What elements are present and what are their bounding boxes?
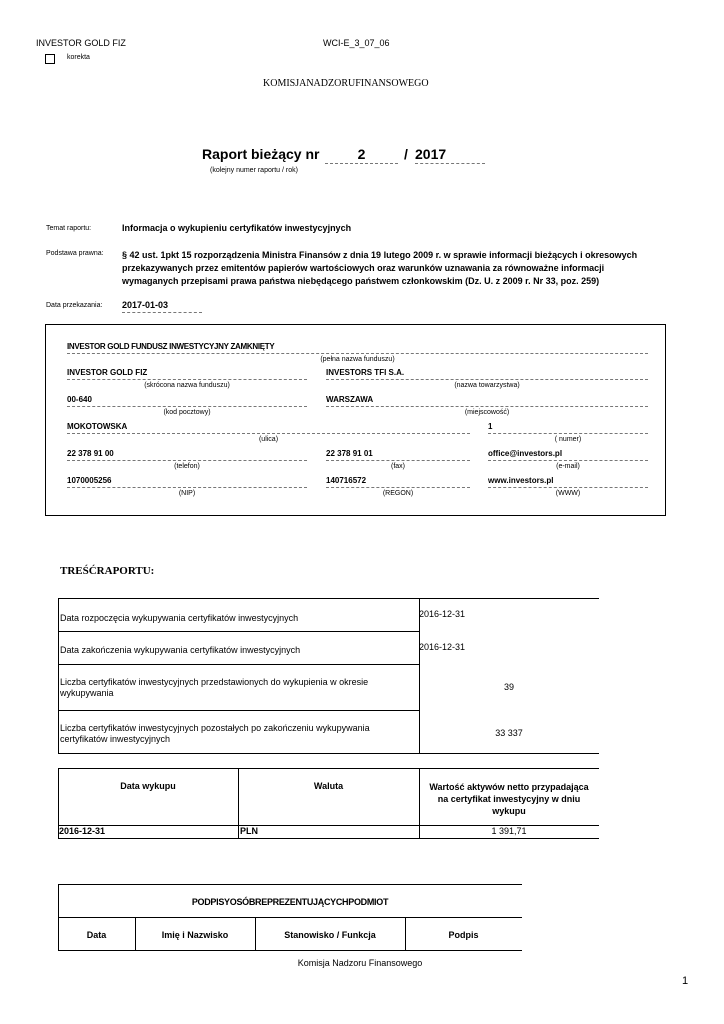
label-line: Liczba certyfikatów inwestycyjnych przedstawionych do wykupienia w okresie — [60, 677, 369, 687]
fax-caption: (fax) — [391, 463, 405, 470]
basis-line: wymaganych przepisami prawa państwa niebędącego państwem członkowskim (Dz. U. z 2009 r. Nr 33, poz. 259) — [122, 276, 600, 286]
table-rule — [58, 950, 522, 951]
remaining-count-label — [60, 723, 370, 745]
transmission-date: 2017-01-03 — [122, 300, 202, 313]
regon: 140716572 — [326, 476, 470, 488]
email-link[interactable]: office@investors.pl — [488, 449, 648, 461]
form-code: WCI-E_3_07_06 — [323, 38, 390, 48]
start-date-value: 2016-12-31 — [419, 609, 466, 619]
report-year: 2017 — [415, 146, 485, 164]
basis-text — [122, 249, 637, 288]
col-header-currency: Waluta — [313, 781, 344, 791]
table-rule — [58, 768, 599, 769]
sig-header-date: Data — [86, 930, 107, 940]
report-title: Raport bieżący nr — [202, 146, 320, 162]
report-number: 2 — [325, 146, 398, 164]
submitted-count-value: 39 — [503, 682, 514, 692]
col-header-nav — [419, 781, 599, 817]
redemption-currency: PLN — [240, 826, 258, 836]
basis-line: przekazywanych przez emitentów papierów wartościowych oraz warunków uznawania za równoważne informacji — [122, 263, 605, 273]
fund-short-name: INVESTOR GOLD FIZ — [67, 368, 307, 380]
authority-heading: KOMISJANADZORUFINANSOWEGO — [263, 78, 429, 89]
start-date-label: Data rozpoczęcia wykupywania certyfikatów inwestycyjnych — [60, 613, 299, 623]
table-rule — [58, 664, 419, 665]
fund-company-caption: (nazwa towarzystwa) — [454, 382, 520, 389]
city: WARSZAWA — [326, 395, 648, 407]
fax: 22 378 91 01 — [326, 449, 470, 461]
house-number: 1 — [488, 422, 648, 434]
table-rule — [58, 838, 599, 839]
end-date-value: 2016-12-31 — [419, 642, 466, 652]
col-header-date: Data wykupu — [120, 781, 176, 791]
page-number: 1 — [682, 975, 689, 987]
label-line: certyfikatów inwestycyjnych — [60, 734, 171, 744]
redemption-nav: 1 391,71 — [491, 826, 527, 836]
phone: 22 378 91 00 — [67, 449, 307, 461]
street: MOKOTOWSKA — [67, 422, 470, 434]
topic-label: Temat raportu: — [46, 225, 92, 232]
nip: 1070005256 — [67, 476, 307, 488]
label-line: Liczba certyfikatów inwestycyjnych pozostałych po zakończeniu wykupywania — [60, 723, 370, 733]
header-line: na certyfikat inwestycyjny w dniu — [437, 794, 581, 804]
correction-checkbox[interactable] — [45, 54, 55, 64]
end-date-label: Data zakończenia wykupywania certyfikatów inwestycyjnych — [60, 645, 301, 655]
table-rule — [58, 917, 522, 918]
table-rule — [58, 631, 419, 632]
submitted-count-label — [60, 677, 368, 699]
table-rule — [58, 710, 419, 711]
remaining-count-value: 33 337 — [495, 728, 523, 738]
table-rule — [58, 598, 59, 753]
city-caption: (miejscowość) — [464, 409, 510, 416]
content-heading: TREŚĆRAPORTU: — [60, 565, 155, 577]
table-rule — [238, 768, 239, 838]
header-line: wykupu — [492, 806, 526, 816]
table-rule — [58, 598, 599, 599]
header-line: Wartość aktywów netto przypadająca — [429, 782, 589, 792]
phone-caption: (telefon) — [174, 463, 200, 470]
regon-caption: (REGON) — [382, 490, 414, 497]
basis-label: Podstawa prawna: — [46, 250, 104, 257]
correction-label: korekta — [67, 54, 90, 61]
fund-full-name: INVESTOR GOLD FUNDUSZ INWESTYCYJNY ZAMKNIĘTY — [67, 342, 648, 354]
topic-value: Informacja o wykupieniu certyfikatów inwestycyjnych — [122, 223, 352, 233]
redemption-date: 2016-12-31 — [59, 826, 106, 836]
footer-authority: Komisja Nadzoru Finansowego — [297, 958, 423, 968]
sig-header-position: Stanowisko / Funkcja — [284, 930, 376, 940]
date-label: Data przekazania: — [46, 302, 103, 309]
sig-header-signature: Podpis — [448, 930, 479, 940]
postal-code-caption: (kod pocztowy) — [163, 409, 211, 416]
fund-full-name-caption: (pełna nazwa funduszu) — [320, 356, 395, 363]
street-caption: (ulica) — [258, 436, 279, 443]
www-link[interactable]: www.investors.pl — [488, 476, 648, 488]
label-line: wykupywania — [60, 688, 114, 698]
report-separator: / — [404, 146, 408, 162]
house-number-caption: ( numer) — [554, 436, 582, 443]
email-caption: (e-mail) — [556, 463, 580, 470]
fund-company: INVESTORS TFI S.A. — [326, 368, 648, 380]
sig-header-name: Imię i Nazwisko — [161, 930, 229, 940]
table-rule — [58, 753, 599, 754]
company-name: INVESTOR GOLD FIZ — [36, 38, 126, 48]
basis-line: § 42 ust. 1pkt 15 rozporządzenia Ministra Finansów z dnia 19 lutego 2009 r. w sprawie informacji bieżących i okresowych — [122, 250, 638, 260]
table-rule — [58, 884, 522, 885]
postal-code: 00-640 — [67, 395, 307, 407]
table-rule — [58, 884, 59, 950]
signatures-title: PODPISYOSÓBREPREZENTUJĄCYCHPODMIOT — [191, 897, 389, 907]
fund-short-name-caption: (skrócona nazwa funduszu) — [144, 382, 230, 389]
www-caption: (WWW) — [555, 490, 581, 497]
report-subtitle: (kolejny numer raportu / rok) — [210, 167, 298, 174]
nip-caption: (NIP) — [178, 490, 196, 497]
